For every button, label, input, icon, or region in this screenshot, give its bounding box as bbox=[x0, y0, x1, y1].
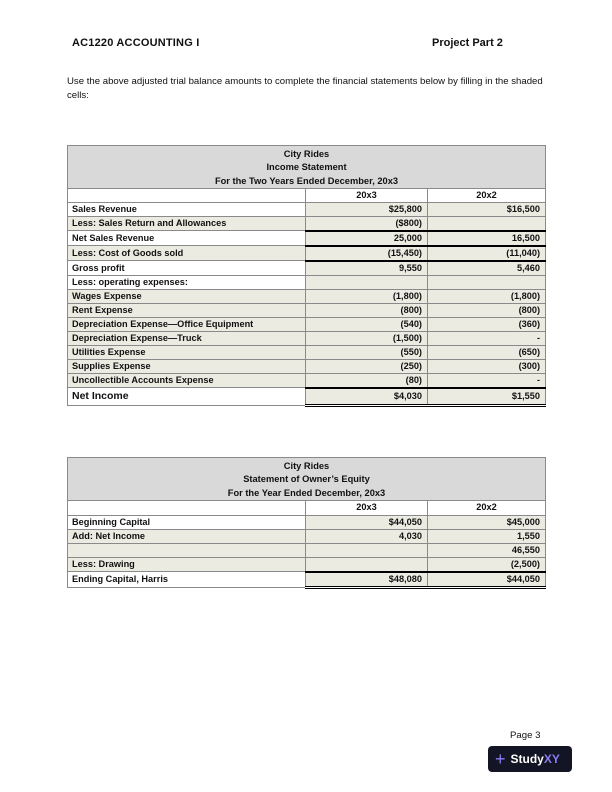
table-row bbox=[68, 373, 546, 388]
row-label: Less: Cost of Goods sold bbox=[68, 246, 306, 261]
company-name: City Rides bbox=[283, 461, 330, 471]
value-20x3[interactable]: (15,450) bbox=[306, 246, 428, 261]
statement-title: Statement of Owner’s Equity bbox=[243, 474, 370, 485]
brand-name: StudyXY bbox=[510, 752, 560, 766]
ending-capital-row bbox=[68, 572, 546, 588]
table-row bbox=[68, 317, 546, 331]
row-label: Wages Expense bbox=[68, 289, 306, 303]
course-title: AC1220 ACCOUNTING I bbox=[72, 37, 200, 49]
value-20x2[interactable]: (2,500) bbox=[428, 557, 546, 572]
value-20x2[interactable]: (800) bbox=[428, 303, 546, 317]
value-20x2[interactable]: - bbox=[428, 331, 546, 345]
value-20x2[interactable]: $45,000 bbox=[428, 515, 546, 529]
company-name: City Rides bbox=[283, 149, 330, 159]
row-label: Ending Capital, Harris bbox=[68, 572, 306, 588]
value-20x2[interactable] bbox=[428, 216, 546, 231]
row-label: Beginning Capital bbox=[68, 515, 306, 529]
owners-equity-heading bbox=[68, 458, 546, 501]
row-label: Less: Sales Return and Allowances bbox=[68, 216, 306, 231]
value-20x3[interactable] bbox=[306, 543, 428, 557]
value-20x2[interactable]: 5,460 bbox=[428, 261, 546, 276]
instructions: Use the above adjusted trial balance amounts to complete the financial statements below by filling in the shaded cells: bbox=[67, 76, 543, 101]
row-label: Supplies Expense bbox=[68, 359, 306, 373]
value-20x2[interactable]: (650) bbox=[428, 345, 546, 359]
row-label: Gross profit bbox=[68, 261, 306, 276]
value-20x2[interactable] bbox=[428, 275, 546, 289]
value-20x3[interactable]: (1,500) bbox=[306, 331, 428, 345]
value-20x3[interactable]: (80) bbox=[306, 373, 428, 388]
value-20x2[interactable]: (1,800) bbox=[428, 289, 546, 303]
value-20x3[interactable]: ($800) bbox=[306, 216, 428, 231]
statement-title: Income Statement bbox=[266, 162, 347, 173]
table-row bbox=[68, 246, 546, 261]
studyxy-badge[interactable] bbox=[488, 746, 572, 772]
table-row bbox=[68, 529, 546, 543]
table-row bbox=[68, 359, 546, 373]
value-20x3[interactable]: 9,550 bbox=[306, 261, 428, 276]
row-label bbox=[68, 543, 306, 557]
row-label: Rent Expense bbox=[68, 303, 306, 317]
income-statement-table bbox=[67, 145, 546, 407]
value-20x3[interactable]: 4,030 bbox=[306, 529, 428, 543]
value-20x2[interactable]: $1,550 bbox=[428, 388, 546, 406]
table-row bbox=[68, 202, 546, 216]
plus-icon: + bbox=[495, 749, 506, 769]
row-label: Net Sales Revenue bbox=[68, 231, 306, 246]
column-header-20x2: 20x2 bbox=[428, 188, 546, 202]
table-row bbox=[68, 289, 546, 303]
value-20x3[interactable]: (1,800) bbox=[306, 289, 428, 303]
value-20x3[interactable]: (550) bbox=[306, 345, 428, 359]
value-20x2[interactable]: $44,050 bbox=[428, 572, 546, 588]
value-20x3[interactable]: $4,030 bbox=[306, 388, 428, 406]
value-20x3[interactable]: (800) bbox=[306, 303, 428, 317]
project-title: Project Part 2 bbox=[432, 37, 503, 49]
row-label: Utilities Expense bbox=[68, 345, 306, 359]
table-row bbox=[68, 275, 546, 289]
value-20x3[interactable]: (540) bbox=[306, 317, 428, 331]
row-label: Uncollectible Accounts Expense bbox=[68, 373, 306, 388]
value-20x3[interactable]: $48,080 bbox=[306, 572, 428, 588]
blank-header-cell bbox=[68, 188, 306, 202]
table-row bbox=[68, 231, 546, 246]
page-number: Page 3 bbox=[510, 730, 541, 741]
value-20x3[interactable] bbox=[306, 557, 428, 572]
table-row bbox=[68, 515, 546, 529]
table-row bbox=[68, 261, 546, 276]
table-row bbox=[68, 331, 546, 345]
statement-period: For the Two Years Ended December, 20x3 bbox=[214, 175, 399, 186]
net-income-row bbox=[68, 388, 546, 406]
value-20x2[interactable]: 46,550 bbox=[428, 543, 546, 557]
value-20x2[interactable]: (360) bbox=[428, 317, 546, 331]
value-20x3[interactable]: 25,000 bbox=[306, 231, 428, 246]
value-20x2[interactable]: - bbox=[428, 373, 546, 388]
table-row bbox=[68, 303, 546, 317]
row-label: Sales Revenue bbox=[68, 202, 306, 216]
value-20x3[interactable]: (250) bbox=[306, 359, 428, 373]
value-20x3[interactable]: $44,050 bbox=[306, 515, 428, 529]
value-20x2[interactable]: $16,500 bbox=[428, 202, 546, 216]
column-header-20x3: 20x3 bbox=[306, 500, 428, 515]
owners-equity-table bbox=[67, 457, 546, 589]
income-statement-heading bbox=[68, 146, 546, 189]
value-20x3[interactable]: $25,800 bbox=[306, 202, 428, 216]
column-header-20x3: 20x3 bbox=[306, 188, 428, 202]
row-label: Depreciation Expense—Truck bbox=[68, 331, 306, 345]
row-label: Net Income bbox=[68, 388, 306, 406]
row-label: Less: operating expenses: bbox=[68, 275, 306, 289]
value-20x3[interactable] bbox=[306, 275, 428, 289]
value-20x2[interactable]: (300) bbox=[428, 359, 546, 373]
table-row bbox=[68, 216, 546, 231]
value-20x2[interactable]: (11,040) bbox=[428, 246, 546, 261]
row-label: Depreciation Expense—Office Equipment bbox=[68, 317, 306, 331]
table-row bbox=[68, 557, 546, 572]
blank-header-cell bbox=[68, 500, 306, 515]
column-header-20x2: 20x2 bbox=[428, 500, 546, 515]
value-20x2[interactable]: 16,500 bbox=[428, 231, 546, 246]
row-label: Add: Net Income bbox=[68, 529, 306, 543]
row-label: Less: Drawing bbox=[68, 557, 306, 572]
table-row bbox=[68, 543, 546, 557]
value-20x2[interactable]: 1,550 bbox=[428, 529, 546, 543]
table-row bbox=[68, 345, 546, 359]
statement-period: For the Year Ended December, 20x3 bbox=[227, 487, 386, 498]
